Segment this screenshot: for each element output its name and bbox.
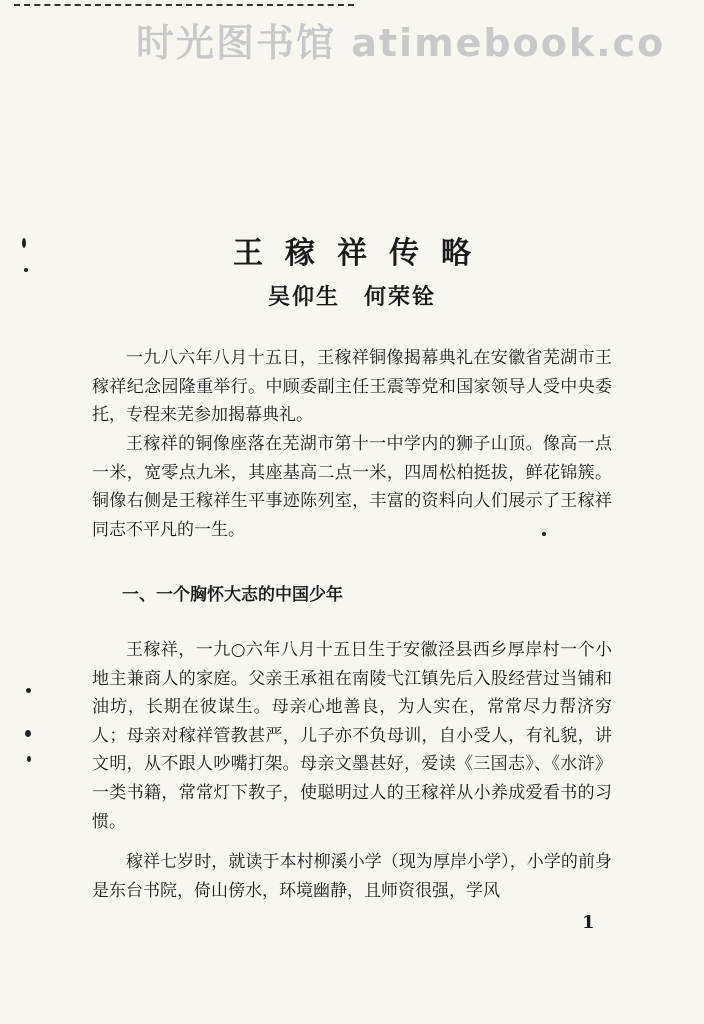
paragraph-intro-1: 一九八六年八月十五日，王稼祥铜像揭幕典礼在安徽省芜湖市王稼祥纪念园隆重举行。中顾委副主任王震等党和国家领导人受中央委托，专程来芜参加揭幕典礼。 — [92, 348, 612, 426]
scan-speck — [25, 730, 31, 737]
scan-speck — [26, 688, 31, 693]
scan-speck — [22, 238, 26, 248]
paragraph-section-2: 稼祥七岁时，就读于本村柳溪小学（现为厚岸小学），小学的前身是东台书院，倚山傍水，环境幽静，且师资很强，学风 — [92, 852, 612, 901]
paragraph-section-1: 王稼祥，一九○六年八月十五日生于安徽泾县西乡厚岸村一个小地主兼商人的家庭。父亲王承祖在南陵弋江镇先后入股经营过当铺和油坊，长期在彼谋生。母亲心地善良，为人实在，常常尽力帮济穷人；母亲对稼祥管教甚严，儿子亦不负母训，自小受人，有礼貌，讲文明，从不跟人吵嘴打架。母亲文墨甚好，爱读《三国志》、《水浒》一类书籍，常常灯下教子，使聪明过人的王稼祥从小养成爱看书的习惯。 — [92, 640, 612, 832]
section-heading: 一、一个胸怀大志的中国少年 — [122, 585, 343, 605]
scan-speck — [27, 756, 31, 762]
scan-speck — [542, 532, 546, 536]
page-number: 1 — [582, 912, 595, 933]
article-authors: 吴仰生 何荣铨 — [267, 284, 436, 310]
watermark: 时光图书馆 atimebook.co — [136, 21, 666, 65]
scan-speck — [24, 268, 28, 272]
article-title: 王稼祥传略 — [233, 236, 493, 272]
paragraph-intro-2: 王稼祥的铜像座落在芜湖市第十一中学内的狮子山顶。像高一点一米，宽零点九米，其座基高二点一米，四周松柏挺拔，鲜花锦簇。铜像右侧是王稼祥生平事迹陈列室，丰富的资料向人们展示了王稼祥同志不平凡的一生。 — [92, 434, 612, 540]
top-dashed-border — [14, 4, 354, 12]
